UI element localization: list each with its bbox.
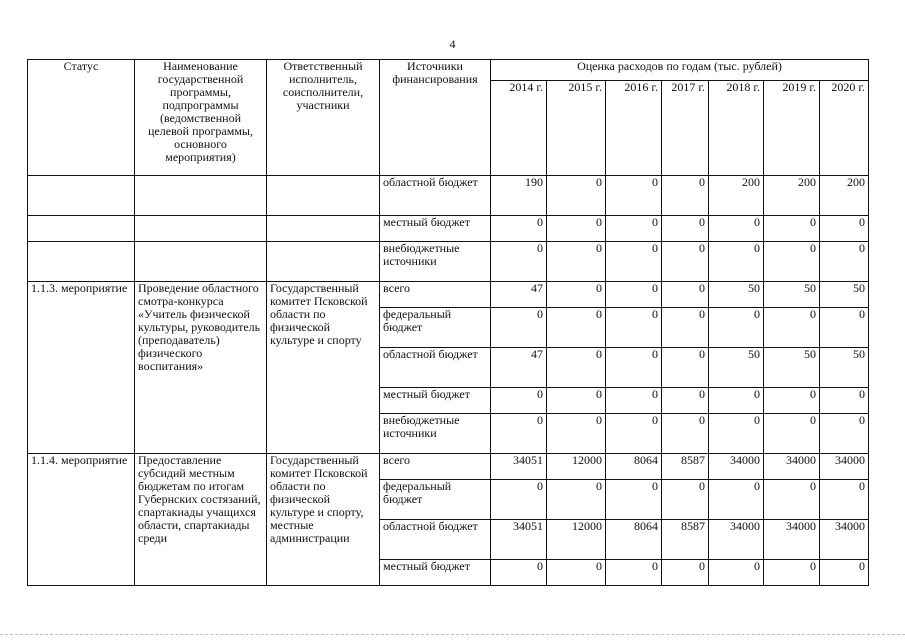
- executor-cell: [267, 216, 380, 242]
- value-cell: 0: [662, 216, 709, 242]
- source-cell: областной бюджет: [380, 520, 491, 560]
- source-cell: местный бюджет: [380, 216, 491, 242]
- value-cell: 0: [491, 216, 547, 242]
- program-cell: [135, 216, 267, 242]
- value-cell: 0: [547, 414, 606, 454]
- value-cell: 200: [820, 176, 869, 216]
- value-cell: 50: [820, 282, 869, 308]
- value-cell: 0: [764, 560, 820, 586]
- value-cell: 8064: [606, 520, 662, 560]
- value-cell: 0: [606, 282, 662, 308]
- value-cell: 0: [662, 176, 709, 216]
- value-cell: 0: [547, 560, 606, 586]
- value-cell: 0: [491, 480, 547, 520]
- value-cell: 0: [820, 242, 869, 282]
- value-cell: 0: [606, 414, 662, 454]
- header-year: 2019 г.: [764, 81, 820, 176]
- value-cell: 200: [709, 176, 764, 216]
- value-cell: 0: [547, 388, 606, 414]
- table-row: [28, 454, 869, 480]
- value-cell: 34000: [764, 454, 820, 480]
- header-expenses: Оценка расходов по годам (тыс. рублей): [491, 60, 869, 81]
- value-cell: 0: [606, 560, 662, 586]
- value-cell: 0: [491, 308, 547, 348]
- budget-table: [27, 59, 869, 586]
- value-cell: 34000: [820, 520, 869, 560]
- value-cell: 0: [820, 414, 869, 454]
- value-cell: 0: [709, 308, 764, 348]
- value-cell: 0: [662, 480, 709, 520]
- value-cell: 34000: [709, 454, 764, 480]
- value-cell: 50: [820, 348, 869, 388]
- value-cell: 0: [820, 308, 869, 348]
- source-cell: областной бюджет: [380, 348, 491, 388]
- value-cell: 47: [491, 348, 547, 388]
- value-cell: 34000: [709, 520, 764, 560]
- header-year: 2020 г.: [820, 81, 869, 176]
- value-cell: 0: [547, 480, 606, 520]
- value-cell: 0: [662, 282, 709, 308]
- value-cell: 34051: [491, 454, 547, 480]
- source-cell: федеральный бюджет: [380, 308, 491, 348]
- value-cell: 0: [547, 216, 606, 242]
- value-cell: 50: [709, 348, 764, 388]
- value-cell: 0: [606, 176, 662, 216]
- value-cell: 0: [662, 414, 709, 454]
- value-cell: 0: [820, 560, 869, 586]
- value-cell: 0: [547, 348, 606, 388]
- header-year: 2015 г.: [547, 81, 606, 176]
- value-cell: 0: [491, 560, 547, 586]
- table-row: [28, 176, 869, 216]
- value-cell: 0: [764, 216, 820, 242]
- value-cell: 0: [709, 480, 764, 520]
- value-cell: 0: [764, 414, 820, 454]
- header-year: 2018 г.: [709, 81, 764, 176]
- source-cell: внебюджетные источники: [380, 414, 491, 454]
- value-cell: 8587: [662, 520, 709, 560]
- value-cell: 0: [662, 348, 709, 388]
- value-cell: 50: [764, 282, 820, 308]
- value-cell: 0: [709, 414, 764, 454]
- source-cell: всего: [380, 454, 491, 480]
- program-cell: Предоставление субсидий местным бюджетам по итогам Губернских состязаний, спартакиады учащихся области, спартакиады среди: [135, 454, 267, 586]
- value-cell: 0: [606, 480, 662, 520]
- table-row: [28, 242, 869, 282]
- source-cell: местный бюджет: [380, 560, 491, 586]
- table-row: [28, 282, 869, 308]
- value-cell: 0: [662, 560, 709, 586]
- status-cell: [28, 242, 135, 282]
- source-cell: всего: [380, 282, 491, 308]
- source-cell: федеральный бюджет: [380, 480, 491, 520]
- value-cell: 190: [491, 176, 547, 216]
- value-cell: 0: [662, 242, 709, 282]
- value-cell: 12000: [547, 454, 606, 480]
- value-cell: 0: [606, 388, 662, 414]
- executor-cell: [267, 176, 380, 216]
- header-status: Статус: [28, 60, 135, 176]
- value-cell: 0: [662, 308, 709, 348]
- executor-cell: Государственный комитет Псковской области по физической культуре и спорту, местные администрации: [267, 454, 380, 586]
- page-number: 4: [449, 37, 456, 51]
- status-cell: [28, 216, 135, 242]
- value-cell: 34000: [820, 454, 869, 480]
- value-cell: 0: [547, 282, 606, 308]
- scan-edge-line: [0, 634, 905, 636]
- header-year: 2014 г.: [491, 81, 547, 176]
- value-cell: 0: [606, 308, 662, 348]
- value-cell: 0: [606, 348, 662, 388]
- value-cell: 0: [709, 216, 764, 242]
- value-cell: 50: [764, 348, 820, 388]
- value-cell: 0: [764, 480, 820, 520]
- program-cell: [135, 176, 267, 216]
- program-cell: [135, 242, 267, 282]
- value-cell: 0: [547, 242, 606, 282]
- value-cell: 0: [547, 176, 606, 216]
- value-cell: 0: [820, 216, 869, 242]
- value-cell: 34051: [491, 520, 547, 560]
- header-year: 2016 г.: [606, 81, 662, 176]
- source-cell: внебюджетные источники: [380, 242, 491, 282]
- table-row: [28, 216, 869, 242]
- value-cell: 0: [491, 388, 547, 414]
- status-cell: [28, 176, 135, 216]
- value-cell: 0: [820, 388, 869, 414]
- program-cell: Проведение областного смотра-конкурса «Учитель физической культуры, руководитель (преподаватель) физического воспитания»: [135, 282, 267, 454]
- value-cell: 0: [547, 308, 606, 348]
- value-cell: 0: [764, 242, 820, 282]
- header-executor: Ответственный исполнитель, соисполнители, участники: [267, 60, 380, 176]
- executor-cell: Государственный комитет Псковской области по физической культуре и спорту: [267, 282, 380, 454]
- status-cell: 1.1.3. мероприятие: [28, 282, 135, 454]
- value-cell: 0: [709, 242, 764, 282]
- source-cell: областной бюджет: [380, 176, 491, 216]
- value-cell: 8064: [606, 454, 662, 480]
- value-cell: 200: [764, 176, 820, 216]
- value-cell: 0: [491, 414, 547, 454]
- value-cell: 0: [662, 388, 709, 414]
- status-cell: 1.1.4. мероприятие: [28, 454, 135, 586]
- header-sources: Источники финансирования: [380, 60, 491, 176]
- value-cell: 34000: [764, 520, 820, 560]
- header-year: 2017 г.: [662, 81, 709, 176]
- value-cell: 0: [491, 242, 547, 282]
- header-program: Наименование государственной программы, подпрограммы (ведомственной целевой программы, основного мероприятия): [135, 60, 267, 176]
- value-cell: 0: [606, 242, 662, 282]
- executor-cell: [267, 242, 380, 282]
- value-cell: 0: [709, 560, 764, 586]
- value-cell: 0: [820, 480, 869, 520]
- value-cell: 8587: [662, 454, 709, 480]
- value-cell: 12000: [547, 520, 606, 560]
- source-cell: местный бюджет: [380, 388, 491, 414]
- value-cell: 47: [491, 282, 547, 308]
- value-cell: 0: [709, 388, 764, 414]
- value-cell: 0: [606, 216, 662, 242]
- value-cell: 50: [709, 282, 764, 308]
- value-cell: 0: [764, 308, 820, 348]
- value-cell: 0: [764, 388, 820, 414]
